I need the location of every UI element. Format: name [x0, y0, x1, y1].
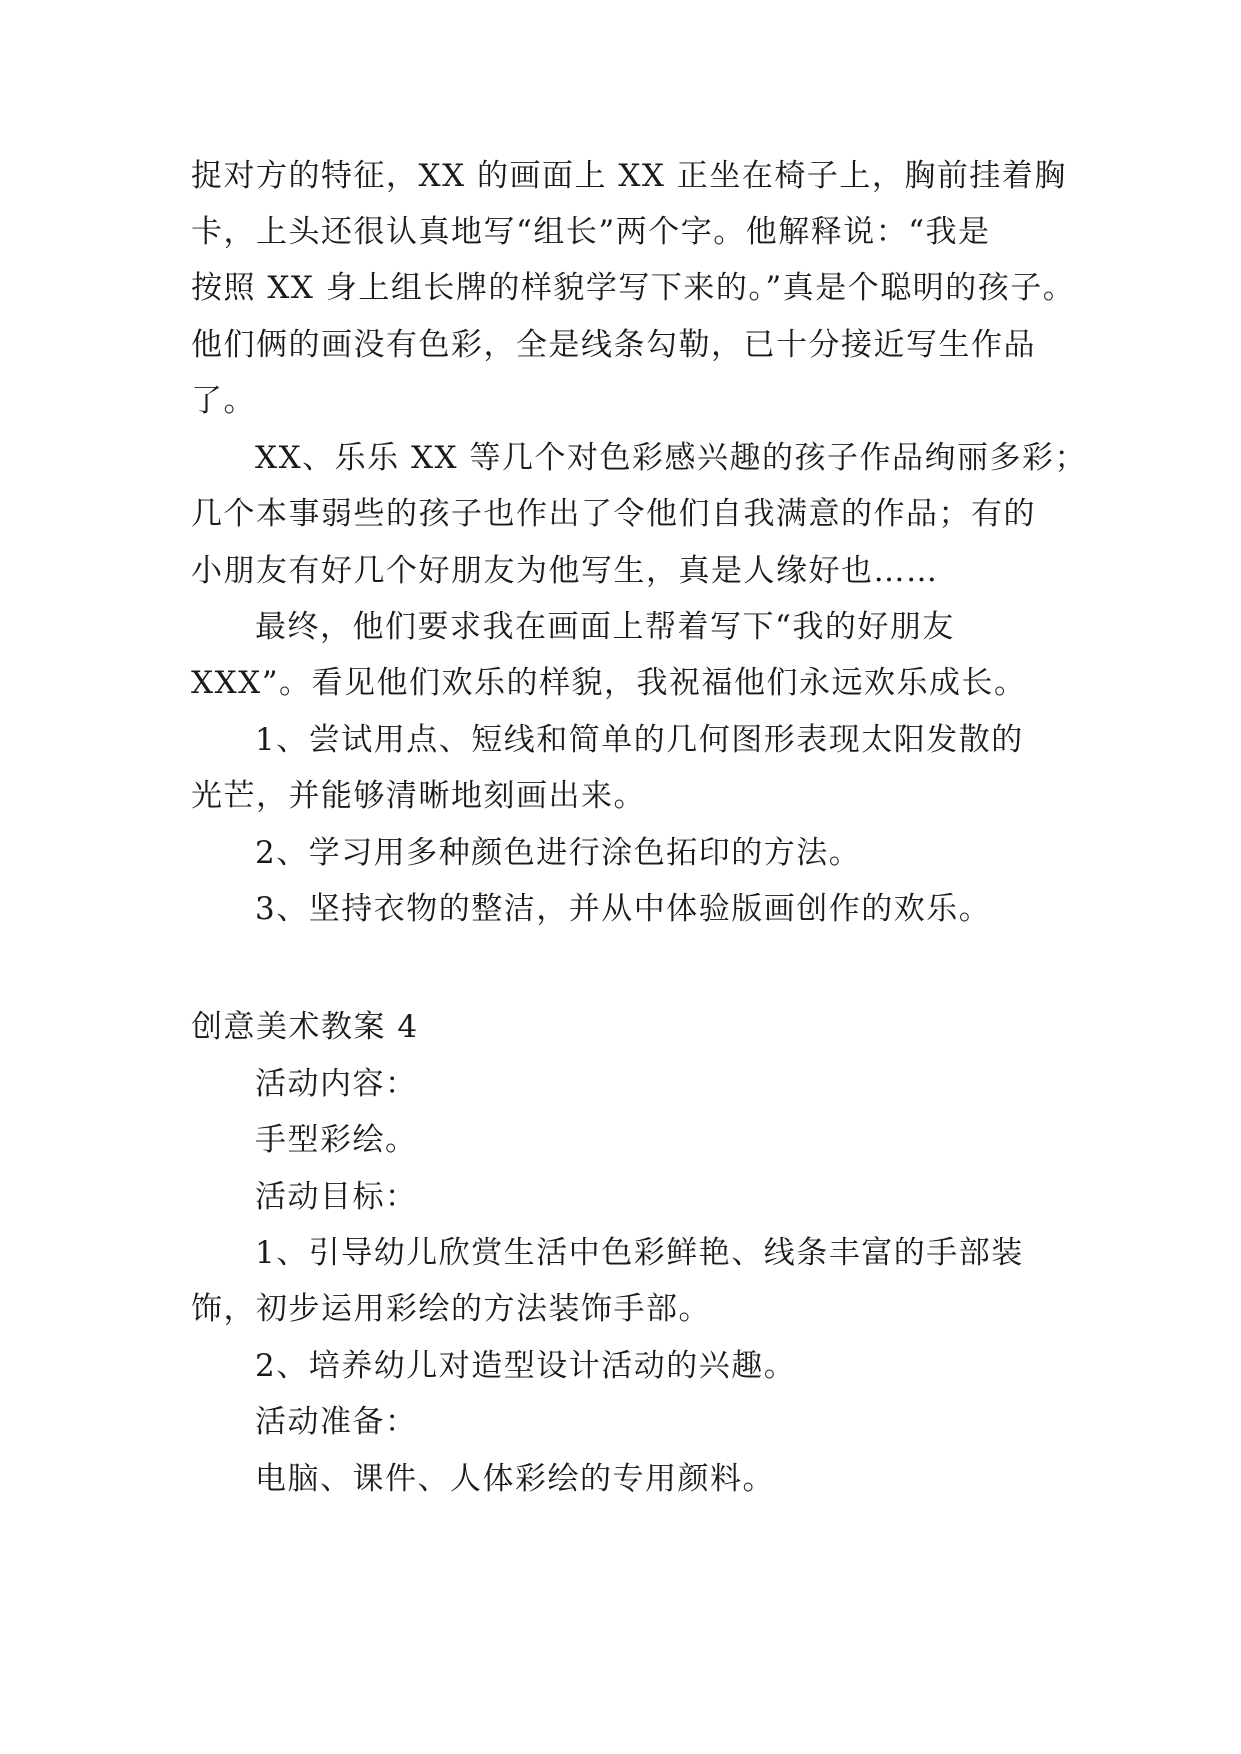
- section-heading: 创意美术教案 4: [191, 1009, 419, 1045]
- goal-item: 饰，初步运用彩绘的方法装饰手部。: [191, 1291, 711, 1327]
- label-activity-prep: 活动准备：: [255, 1404, 418, 1440]
- text-line: 按照 XX 身上组长牌的样貌学写下来的。”真是个聪明的孩子。: [191, 270, 1076, 306]
- goal-item: 2、培养幼儿对造型设计活动的兴趣。: [255, 1348, 797, 1384]
- activity-content: 手型彩绘。: [255, 1122, 418, 1158]
- list-item: 光芒，并能够清晰地刻画出来。: [191, 778, 646, 814]
- list-item: 3、坚持衣物的整洁，并从中体验版画创作的欢乐。: [255, 891, 992, 927]
- text-line: 卡，上头还很认真地写“组长”两个字。他解释说：“我是: [191, 214, 991, 250]
- text-line: 捉对方的特征，XX 的画面上 XX 正坐在椅子上，胸前挂着胸: [191, 158, 1067, 194]
- text-line: 他们俩的画没有色彩，全是线条勾勒，已十分接近写生作品: [191, 327, 1036, 363]
- list-item: 2、学习用多种颜色进行涂色拓印的方法。: [255, 835, 862, 871]
- list-item: 1、尝试用点、短线和简单的几何图形表现太阳发散的: [255, 722, 1024, 758]
- text-line: 几个本事弱些的孩子也作出了令他们自我满意的作品；有的: [191, 496, 1036, 532]
- text-line: 了。: [191, 383, 256, 419]
- text-line: 小朋友有好几个好朋友为他写生，真是人缘好也……: [191, 553, 939, 589]
- text-line: XX、乐乐 XX 等几个对色彩感兴趣的孩子作品绚丽多彩；: [255, 440, 1087, 476]
- label-activity-content: 活动内容：: [255, 1066, 418, 1102]
- text-line: 最终，他们要求我在画面上帮着写下“我的好朋友: [255, 609, 955, 645]
- goal-item: 1、引导幼儿欣赏生活中色彩鲜艳、线条丰富的手部装: [255, 1235, 1024, 1271]
- text-line: XXX”。看见他们欢乐的样貌，我祝福他们永远欢乐成长。: [191, 665, 1027, 701]
- label-activity-goals: 活动目标：: [255, 1179, 418, 1215]
- activity-prep: 电脑、课件、人体彩绘的专用颜料。: [255, 1461, 775, 1497]
